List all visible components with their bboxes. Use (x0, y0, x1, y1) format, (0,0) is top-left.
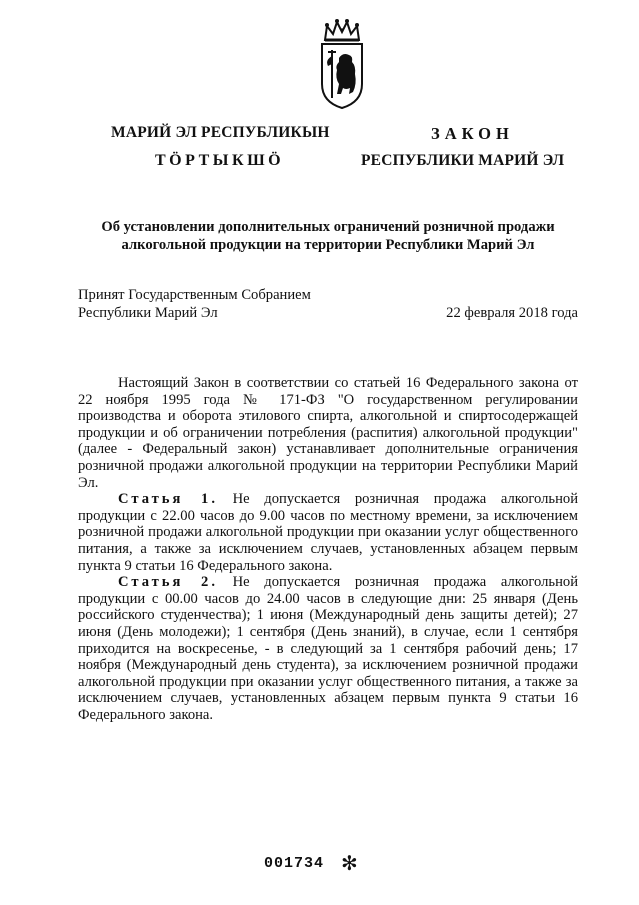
law-title-line2: алкогольной продукции на территории Республики Марий Эл (121, 237, 535, 253)
header-right-law: ЗАКОН (431, 124, 514, 143)
article-1-label: Статья 1. (118, 491, 218, 508)
adoption-date: 22 февраля 2018 года (446, 305, 578, 321)
article-2-text: Не допускается розничная продажа алкогольной продукции с 00.00 часов до 24.00 часов в следующие дни: 25 января (День российского студенчества); 1 июня (Международный день защиты детей); 27 июня (День молодежи); 1 сентября (День знаний), в случае, если 1 сентября приходится на воскресенье, - в следующий за 1 сентября рабочий день; 17 ноября (Международный день студента), за исключением розничной продажи алкогольной продукции при оказании услуг общественного питания, а также за исключением случаев, установленных абзацем первым пункта 9 статьи 16 Федерального закона. (78, 574, 579, 723)
article-2-label: Статья 2. (118, 574, 218, 591)
coat-of-arms-icon (319, 18, 365, 110)
serial-number: 001734 (264, 855, 325, 872)
header-left-law: ТӦРТЫКШӦ (155, 152, 285, 169)
article-1 (78, 491, 578, 574)
intro-paragraph: Настоящий Закон в соответствии со статьей 16 Федерального закона от 22 ноября 1995 года № 171-ФЗ "О государственном регулировании производства и оборота этилового спирта, алкогольной и спиртосодержащей продукции и об ограничении потребления (распития) алкогольной продукции" (далее - Федеральный закон) устанавливает дополнительные ограничения розничной продажи алкогольной продукции на территории Республики Марий Эл. (78, 375, 578, 491)
header-right-republic: РЕСПУБЛИКИ МАРИЙ ЭЛ (361, 152, 565, 169)
asterisk-mark-icon: ✻ (341, 851, 358, 875)
header-left-republic: МАРИЙ ЭЛ РЕСПУБЛИКЫН (111, 124, 330, 141)
law-body (78, 375, 578, 723)
adopted-line2: Республики Марий Эл (78, 305, 218, 321)
article-1-text: Не допускается розничная продажа алкогольной продукции с 22.00 часов до 9.00 часов по местному времени, за исключением розничной продажи алкогольной продукции при оказании услуг общественного питания, а также за исключением случаев, установленных абзацем первым пункта 9 статьи 16 Федерального закона. (78, 491, 579, 574)
adopted-line1: Принят Государственным Собранием (78, 287, 311, 303)
article-2 (78, 574, 578, 723)
adoption-block (78, 286, 578, 322)
law-title (78, 218, 578, 254)
law-title-line1: Об установлении дополнительных ограничений розничной продажи (101, 219, 555, 235)
